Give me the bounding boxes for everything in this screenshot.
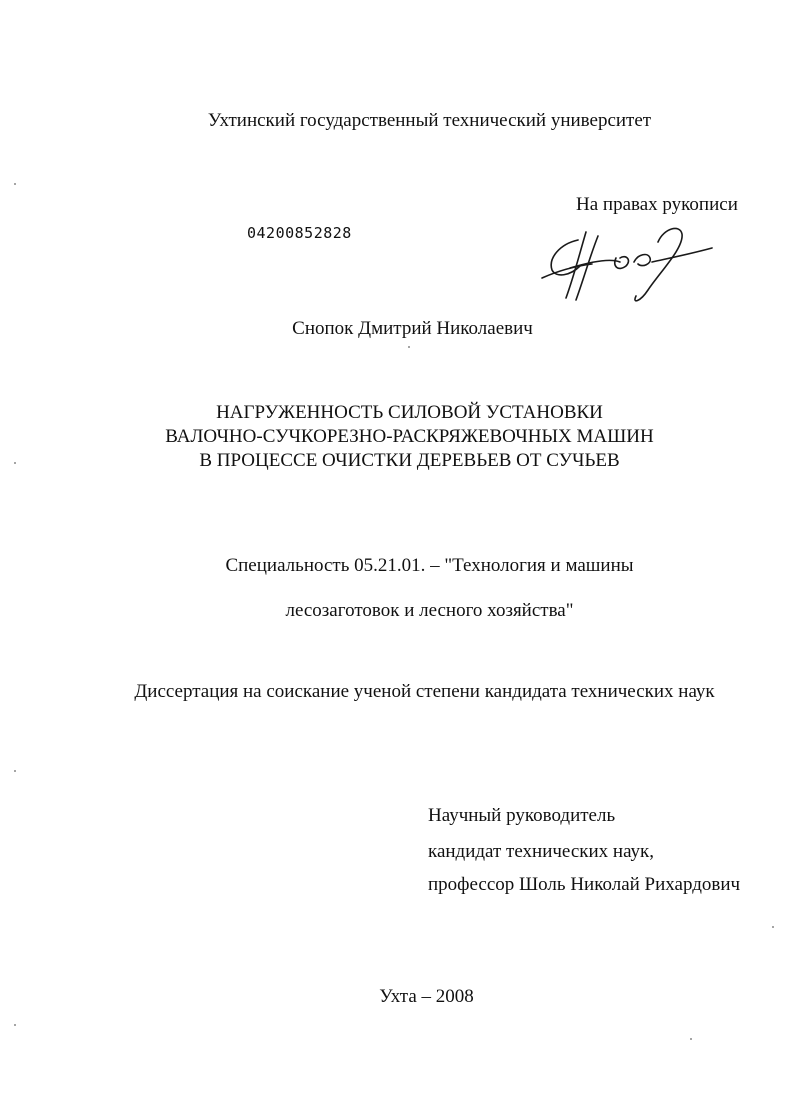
specialty-line-1: Специальность 05.21.01. – "Технология и машины [225, 555, 634, 576]
handwritten-signature [540, 218, 725, 306]
scan-speck [14, 770, 16, 772]
supervisor-name: профессор Шоль Николай Рихардович [428, 874, 741, 895]
title-line-3: В ПРОЦЕССЕ ОЧИСТКИ ДЕРЕВЬЕВ ОТ СУЧЬЕВ [199, 450, 620, 471]
catalog-number: 04200852828 [247, 224, 352, 242]
scan-speck [14, 1024, 16, 1026]
supervisor-degree: кандидат технических наук, [428, 841, 655, 862]
university-name: Ухтинский государственный технический университет [207, 110, 652, 131]
scan-speck [690, 1038, 692, 1040]
city-year: Ухта – 2008 [379, 986, 474, 1007]
supervisor-role: Научный руководитель [428, 805, 616, 826]
dissertation-statement: Диссертация на соискание ученой степени кандидата технических наук [134, 681, 715, 702]
scan-speck [14, 183, 16, 185]
scan-speck [14, 462, 16, 464]
scan-speck [772, 926, 774, 928]
title-line-2: ВАЛОЧНО-СУЧКОРЕЗНО-РАСКРЯЖЕВОЧНЫХ МАШИН [165, 426, 654, 447]
specialty-line-2: лесозаготовок и лесного хозяйства" [285, 600, 574, 621]
author-name: Снопок Дмитрий Николаевич [292, 318, 533, 339]
scan-speck [408, 346, 410, 348]
title-line-1: НАГРУЖЕННОСТЬ СИЛОВОЙ УСТАНОВКИ [216, 402, 603, 423]
manuscript-note: На правах рукописи [576, 194, 738, 215]
